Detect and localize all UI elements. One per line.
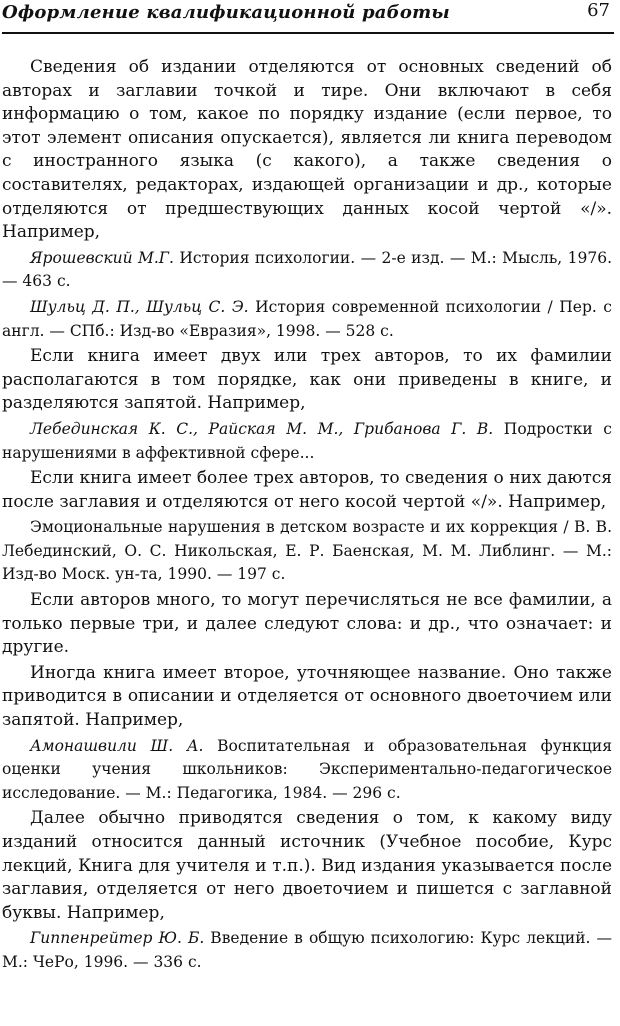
paragraph: Если книга имеет двух или трех авторов, то их фамилии располагаются в том порядке, как они приведены в книге, и разделяются запятой. Например, bbox=[2, 346, 612, 414]
bib-author: Лебединская К. С., Райская М. М., Грибанова Г. В. bbox=[30, 419, 494, 438]
page-content bbox=[2, 56, 612, 977]
paragraph: Сведения об издании отделяются от основных сведений об авторах и заглавии точкой и тире. Они включают в себя информацию о том, какое по порядку издание (если первое, то этот элемент описания опускается), является ли книга переводом с иностранного языка (с какого), а также сведения о составителях, редакторах, издающей организации и др., которые отделяются от предшествующих данных косой чертой «/». Например, bbox=[2, 57, 612, 243]
bib-author: Амонашвили Ш. А. bbox=[30, 736, 204, 755]
bibliography-entry bbox=[2, 516, 612, 587]
page-header bbox=[2, 0, 614, 34]
bibliography-entry bbox=[2, 418, 612, 465]
bib-author: Шульц Д. П., Шульц С. Э. bbox=[30, 297, 249, 316]
bib-text: Введение в общую психологию: Курс лекций. — М.: ЧеРо, 1996. — 336 с. bbox=[2, 929, 612, 971]
bib-author: Гиппенрейтер Ю. Б. bbox=[30, 929, 205, 948]
bibliography-entry bbox=[2, 735, 612, 806]
running-title: Оформление квалификационной работы bbox=[2, 2, 450, 23]
bib-text: История современной психологии / Пер. с англ. — СПб.: Изд-во «Евразия», 1998. — 528 с. bbox=[2, 297, 612, 340]
bib-text: История психологии. — 2-е изд. — М.: Мысль, 1976. — 463 с. bbox=[2, 248, 613, 291]
paragraph: Если авторов много, то могут перечисляться не все фамилии, а только первые три, и далее следуют слова: и др., что означает: и другие. bbox=[2, 590, 612, 658]
bibliography-entry bbox=[2, 296, 612, 343]
bib-text: Подростки с нарушениями в аффективной сфере... bbox=[2, 419, 612, 462]
bibliography-entry bbox=[2, 927, 612, 974]
paragraph: Далее обычно приводятся сведения о том, к какому виду изданий относится данный источник (Учебное пособие, Курс лекций, Книга для учителя и т.п.). Вид издания указывается после заглавия, отделяется от него двоеточием и пишется с заглавной буквы. Например, bbox=[2, 808, 612, 923]
bib-text: Эмоциональные нарушения в детском возрасте и их коррекция / В. В. Лебединский, О. С. Никольская, Е. Р. Баенская, М. М. Либлинг. — М.: Изд-во Моск. ун-та, 1990. — 197 с. bbox=[2, 518, 612, 584]
paragraph: Иногда книга имеет второе, уточняющее название. Оно также приводится в описании и отделяется от основного двоеточием или запятой. Например, bbox=[2, 662, 612, 731]
bib-author: Ярошевский М.Г. bbox=[30, 248, 174, 267]
paragraph: Если книга имеет более трех авторов, то сведения о них даются после заглавия и отделяются от него косой чертой «/». Например, bbox=[2, 468, 612, 512]
bibliography-entry bbox=[2, 247, 612, 294]
page-number: 67 bbox=[587, 0, 610, 21]
bib-text: Воспитательная и образовательная функция оценки учения школьников: Экспериментально-педагогическое исследование. — М.: Педагогика, 1984. — 296 с. bbox=[2, 736, 612, 802]
